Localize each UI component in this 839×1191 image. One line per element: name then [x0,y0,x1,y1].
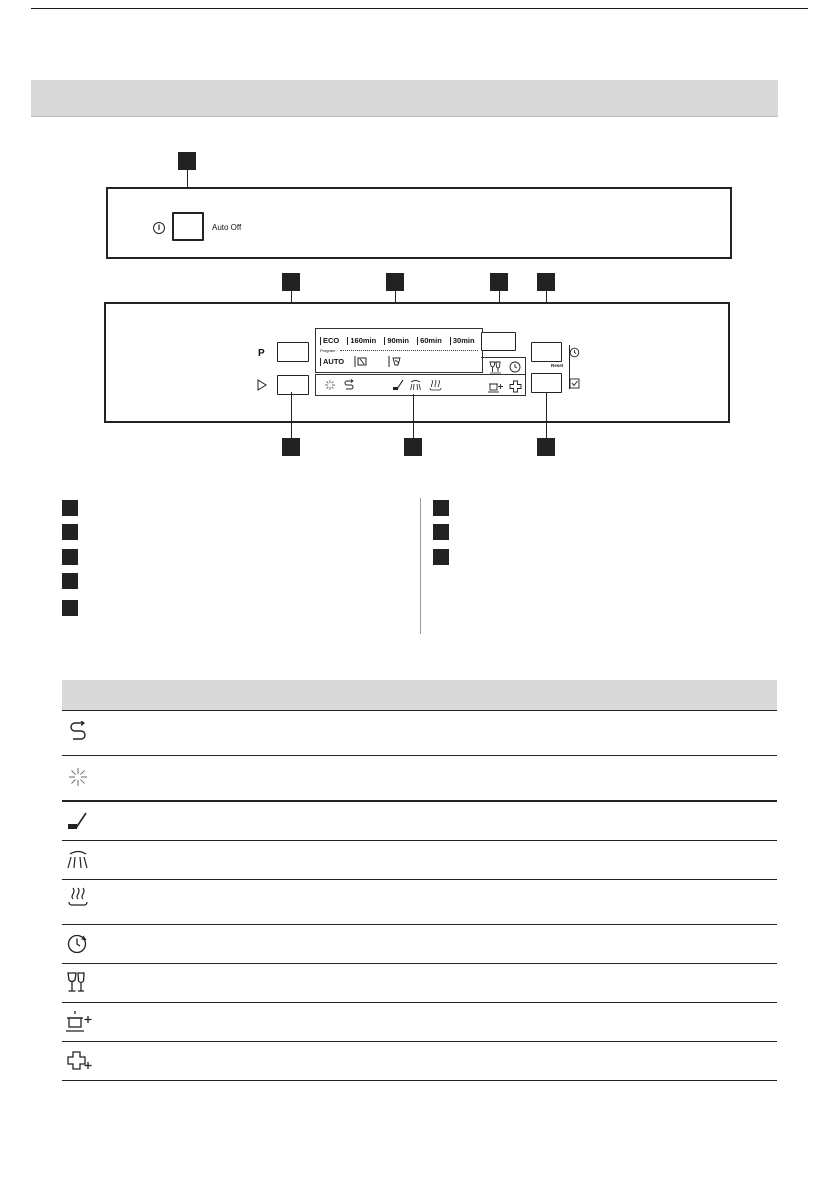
timer-icon [66,933,94,955]
option-90: 90min [387,336,409,345]
callout-marker [386,273,404,291]
table-row [62,802,777,841]
eco-option: ECO [323,336,340,345]
glasses-indicator-icon [489,361,502,374]
plus-cross-indicator-icon [509,380,522,393]
legend-marker [433,524,449,540]
extra-hygiene-indicator-icon [488,380,503,393]
program-caption: Program [320,348,336,353]
spray-indicator-icon [409,379,422,391]
legend-marker [62,600,78,616]
power-button[interactable] [172,212,204,241]
brush-indicator-icon [392,379,404,391]
callout-marker [537,273,555,291]
option-160: 160min [350,336,377,345]
program-label: P [258,348,265,359]
table-row [62,880,777,925]
play-icon [257,379,267,391]
program-dotted-line [340,350,478,351]
display-row2 [320,357,344,366]
legend-marker [433,500,449,516]
legend-marker [62,573,78,589]
quick-program-icon [354,356,368,367]
callout-marker [404,438,422,456]
plus-cross-icon [66,1050,94,1072]
display-row1 [320,336,475,345]
symbols-table [62,680,777,1081]
check-box-icon [569,378,580,389]
drying-heat-icon [66,886,94,908]
callout-leader [546,392,547,438]
glass-program-icon [388,356,404,367]
table-row [62,964,777,1003]
table-row [62,841,777,880]
table-header-symbol [62,680,185,710]
control-panel-main [104,302,730,423]
delay-start-button[interactable] [531,342,562,362]
legend-marker [62,549,78,565]
auto-off-label: Auto Off [212,223,242,232]
table-row [62,925,777,964]
option-30: 30min [452,336,475,345]
table-row [62,756,777,802]
extra-rinse-indicator-icon [343,379,355,391]
spray-icon [66,849,94,871]
extra-hygiene-icon [66,1011,94,1033]
option-button[interactable] [481,332,516,351]
table-row [62,1003,777,1042]
brush-icon [66,810,94,832]
callout-leader [413,394,414,438]
option-60: 60min [420,336,442,345]
reset-button[interactable] [531,373,562,393]
section-header-band [31,80,778,116]
power-icon [152,221,166,235]
legend-marker [433,549,449,565]
top-rule [31,8,808,9]
table-header [62,680,777,711]
option-indicators [481,357,526,396]
sparkle-icon [66,766,94,788]
callout-marker [490,273,508,291]
callout-leader [291,392,292,438]
section-separator [31,116,778,117]
table-row [62,711,777,756]
callout-marker [282,273,300,291]
legend-divider [420,498,421,634]
table-row [62,1042,777,1081]
auto-option: AUTO [323,357,345,366]
start-button[interactable] [277,375,309,395]
legend-marker [62,500,78,516]
control-panel-top [106,187,732,259]
sparkle-indicator-icon [324,379,336,391]
clock-icon [569,347,580,358]
program-button[interactable] [277,342,309,362]
glasses-icon [66,972,94,994]
legend-marker [62,524,78,540]
reset-label: Reset [551,363,564,368]
drying-indicator-icon [429,379,442,391]
program-display [315,328,483,373]
callout-marker [537,438,555,456]
extra-rinse-icon [66,721,94,743]
table-header-description [185,680,777,710]
timer-indicator-icon [508,360,522,374]
callout-marker [178,152,196,170]
callout-marker [282,438,300,456]
